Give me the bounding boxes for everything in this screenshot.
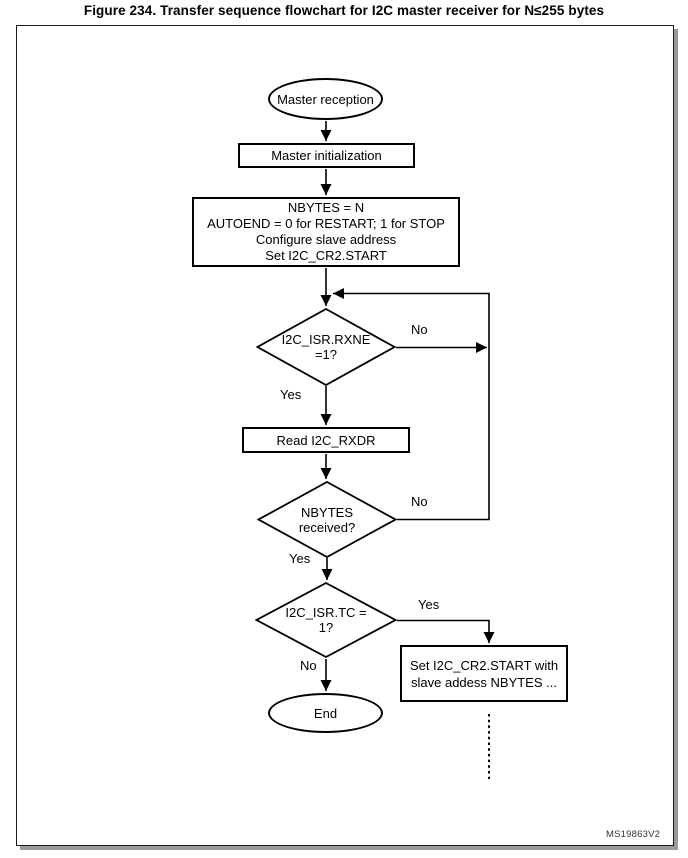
decision-rxne — [256, 308, 396, 386]
restart-line-1: Set I2C_CR2.START with — [409, 657, 559, 673]
decision-nbytes-received — [257, 481, 397, 558]
terminator-master-reception-label: Master reception — [277, 91, 374, 107]
decision-tc-text — [285, 605, 366, 635]
tc-line-2: 1? — [318, 620, 334, 635]
edge-label-tc-yes: Yes — [418, 597, 440, 612]
figure-title: Figure 234. Transfer sequence flowchart for I2C master receiver for N≤255 bytes — [83, 3, 605, 18]
nbytes-line-1: NBYTES — [300, 504, 353, 520]
process-configure-transfer-text — [207, 200, 445, 264]
nbytes-line-2: received? — [298, 519, 356, 535]
process-set-start-restart-text — [410, 657, 558, 691]
decision-nbytes-received-text — [299, 505, 355, 535]
restart-line-2: slave addess NBYTES ... — [411, 674, 557, 690]
edge-label-nbytes-yes: Yes — [289, 551, 311, 566]
process-configure-transfer — [192, 197, 460, 267]
configure-line-3: Configure slave address — [255, 232, 397, 247]
process-master-initialization-label: Master initialization — [271, 148, 382, 163]
configure-line-1: NBYTES = N — [287, 200, 365, 215]
watermark: MS19863V2 — [606, 829, 661, 840]
tc-line-1: I2C_ISR.TC = — [285, 605, 367, 620]
rxne-line-2: =1? — [314, 347, 338, 362]
terminator-end — [268, 693, 383, 733]
edge-label-rxne-no: No — [411, 322, 428, 337]
configure-line-2: AUTOEND = 0 for RESTART; 1 for STOP — [207, 216, 445, 231]
terminator-end-label: End — [313, 705, 338, 721]
process-master-initialization — [238, 143, 415, 168]
process-set-start-restart — [400, 645, 568, 702]
decision-rxne-text — [282, 332, 371, 362]
process-read-rxdr — [242, 427, 410, 453]
edge-label-nbytes-no: No — [411, 494, 428, 509]
configure-line-4: Set I2C_CR2.START — [265, 248, 387, 263]
process-read-rxdr-label: Read I2C_RXDR — [276, 432, 376, 448]
edge-label-tc-no: No — [300, 658, 317, 673]
edge-label-rxne-yes: Yes — [280, 387, 302, 402]
rxne-line-1: I2C_ISR.RXNE — [281, 332, 371, 347]
terminator-master-reception — [268, 78, 383, 120]
decision-tc — [255, 582, 397, 658]
